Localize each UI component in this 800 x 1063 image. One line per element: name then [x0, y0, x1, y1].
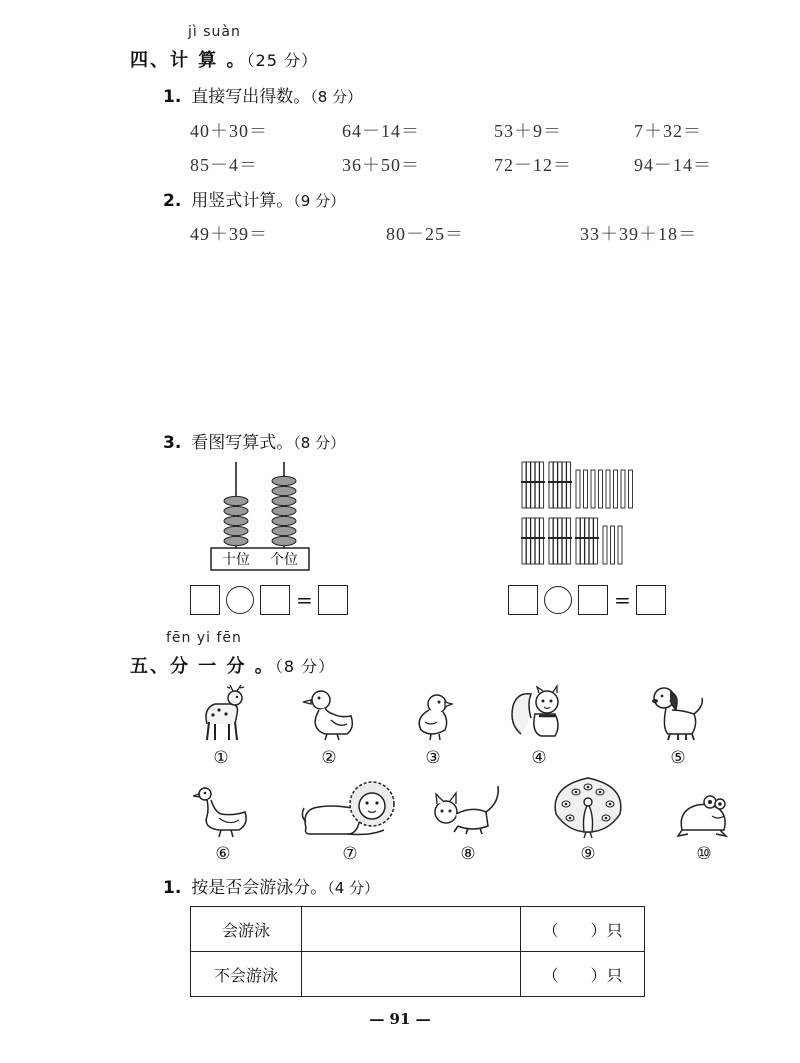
- answer-row-sticks: [508, 585, 666, 615]
- abacus-bead: [272, 506, 296, 515]
- frog-icon: [676, 790, 732, 840]
- animal-3[interactable]: [405, 684, 461, 768]
- q2-expr-2: 80－25＝: [386, 224, 464, 244]
- abacus-bead: [272, 496, 296, 505]
- row-label-cannot-swim: 不会游泳: [191, 952, 302, 997]
- single-stick: [621, 470, 625, 508]
- answer-cell[interactable]: [302, 907, 521, 952]
- q2-number: 2.: [163, 191, 182, 211]
- abacus-bead: [272, 516, 296, 525]
- single-stick: [584, 470, 588, 508]
- page-number: — 91 —: [369, 1010, 431, 1028]
- q1-heading: [163, 82, 362, 107]
- q1-expr-3: 53＋9＝: [494, 121, 562, 141]
- section5-title-text: 五、分 一 分 。: [130, 656, 275, 677]
- animal-1[interactable]: [193, 684, 249, 768]
- animal-number: ⑨: [580, 844, 596, 864]
- animal-2[interactable]: [301, 684, 357, 768]
- q1-expr-8: 94－14＝: [634, 155, 712, 175]
- table-row: [191, 952, 645, 997]
- single-stick: [603, 526, 607, 564]
- section5-pinyin: fēn yi fēn: [166, 630, 242, 646]
- q1-expr-4: 7＋32＝: [634, 121, 702, 141]
- animal-number: ④: [531, 748, 547, 768]
- abacus-bead: [224, 526, 248, 535]
- animal-number: ⑤: [670, 748, 686, 768]
- animal-8[interactable]: [428, 782, 508, 864]
- answer-box[interactable]: [508, 585, 538, 615]
- animal-number: ②: [321, 748, 337, 768]
- stick-bundle: [521, 518, 545, 564]
- single-stick: [618, 526, 622, 564]
- duck-icon: [301, 684, 357, 744]
- animal-6[interactable]: [193, 784, 253, 864]
- animal-number: ⑧: [460, 844, 476, 864]
- q1-expr-1: 40＋30＝: [190, 121, 268, 141]
- q3-title: 看图写算式。: [191, 433, 294, 453]
- abacus-bead: [272, 536, 296, 545]
- single-stick: [611, 526, 615, 564]
- single-stick: [576, 470, 580, 508]
- single-stick: [629, 470, 633, 508]
- single-stick: [591, 470, 595, 508]
- section4-title: [130, 46, 318, 72]
- sticks-row-2: [521, 518, 622, 564]
- answer-box[interactable]: [578, 585, 608, 615]
- stick-bundle: [521, 462, 545, 508]
- single-stick: [614, 470, 618, 508]
- abacus-bead: [272, 526, 296, 535]
- section4-title-text: 四、计 算 。: [130, 50, 247, 71]
- animal-number: ③: [425, 748, 441, 768]
- animal-number: ⑥: [215, 844, 231, 864]
- animal-7[interactable]: [300, 778, 400, 864]
- q2-points: （9 分）: [293, 192, 346, 210]
- q1-expr-5: 85－4＝: [190, 155, 258, 175]
- q1-points: （8 分）: [310, 88, 363, 106]
- q2-expr-1: 49＋39＝: [190, 224, 268, 244]
- row-label-can-swim: 会游泳: [191, 907, 302, 952]
- operator-circle[interactable]: [544, 586, 572, 614]
- peacock-icon: [548, 774, 628, 840]
- answer-cell[interactable]: [302, 952, 521, 997]
- answer-box[interactable]: [260, 585, 290, 615]
- chick-icon: [405, 684, 461, 744]
- operator-circle[interactable]: [226, 586, 254, 614]
- table-row: [191, 907, 645, 952]
- single-stick: [599, 470, 603, 508]
- q1-expr-6: 36＋50＝: [342, 155, 420, 175]
- abacus-tens-rod: [224, 462, 248, 548]
- abacus-bead: [272, 486, 296, 495]
- count-cell[interactable]: （ ）只: [521, 952, 645, 997]
- sticks-figure: [520, 460, 650, 575]
- section4-pinyin: jì suàn: [188, 24, 241, 40]
- q1-title: 直接写出得数。: [191, 87, 311, 107]
- stick-bundle: [575, 518, 599, 564]
- sticks-row-1: [521, 462, 633, 508]
- animal-number: ⑩: [696, 844, 712, 864]
- section4-points: （25 分）: [246, 51, 318, 70]
- abacus-ones-rod: [272, 462, 296, 548]
- q1-expr-2: 64－14＝: [342, 121, 420, 141]
- goose-icon: [193, 784, 253, 840]
- animal-5[interactable]: [646, 684, 710, 768]
- q2-heading: [163, 186, 345, 211]
- stick-bundle: [548, 518, 572, 564]
- answer-box[interactable]: [636, 585, 666, 615]
- puppy-icon: [646, 684, 710, 744]
- abacus-bead: [224, 516, 248, 525]
- classification-table: [190, 906, 645, 997]
- abacus-bead: [224, 506, 248, 515]
- s5-q1-heading: [163, 873, 379, 898]
- s5-q1-title: 按是否会游泳分。: [191, 878, 328, 898]
- section5-title: [130, 652, 335, 678]
- squirrel-icon: [507, 684, 571, 744]
- abacus-bead: [272, 476, 296, 485]
- single-stick: [606, 470, 610, 508]
- cat-icon: [428, 782, 508, 840]
- q2-expr-3: 33＋39＋18＝: [580, 224, 697, 244]
- section5-points: （8 分）: [274, 657, 336, 676]
- animal-9[interactable]: [548, 774, 628, 864]
- q3-points: （8 分）: [293, 434, 346, 452]
- animal-number: ⑦: [342, 844, 358, 864]
- deer-icon: [193, 684, 249, 744]
- abacus-figure: [205, 458, 315, 573]
- animal-10[interactable]: [676, 790, 732, 864]
- q3-number: 3.: [163, 433, 182, 453]
- answer-row-abacus: [190, 585, 348, 615]
- abacus-tens-label: 十位: [222, 552, 250, 568]
- lion-icon: [300, 778, 400, 840]
- s5-q1-points: （4 分）: [327, 879, 380, 897]
- abacus-bead: [224, 536, 248, 545]
- animal-number: ①: [213, 748, 229, 768]
- animal-4[interactable]: [507, 684, 571, 768]
- q2-title: 用竖式计算。: [191, 191, 294, 211]
- equals-sign: =: [296, 588, 313, 612]
- q1-number: 1.: [163, 87, 182, 107]
- abacus-bead: [224, 496, 248, 505]
- answer-box[interactable]: [318, 585, 348, 615]
- count-cell[interactable]: （ ）只: [521, 907, 645, 952]
- s5-q1-number: 1.: [163, 878, 182, 898]
- abacus-ones-label: 个位: [270, 552, 298, 568]
- equals-sign: =: [614, 588, 631, 612]
- answer-box[interactable]: [190, 585, 220, 615]
- q3-heading: [163, 428, 345, 453]
- q1-expr-7: 72－12＝: [494, 155, 572, 175]
- stick-bundle: [548, 462, 572, 508]
